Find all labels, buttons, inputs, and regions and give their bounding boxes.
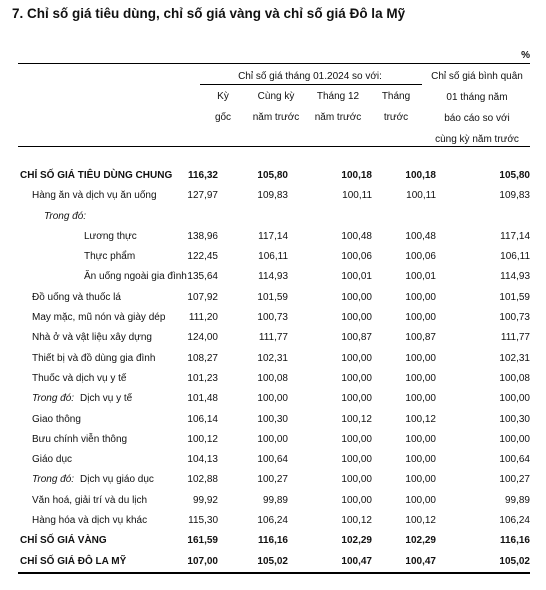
cell-base-period: 100,12 xyxy=(187,433,218,445)
header-col-average-line2: 01 tháng năm xyxy=(446,92,508,103)
header-col-previous-month xyxy=(372,86,420,128)
cell-average: 100,08 xyxy=(499,372,530,384)
cell-average: 109,83 xyxy=(499,190,530,202)
header-col-same-period-line1: Cùng kỳ xyxy=(257,91,295,102)
table-top-rule xyxy=(18,63,530,64)
cell-previous-month: 100,12 xyxy=(405,413,436,425)
cell-previous-month: 100,01 xyxy=(405,271,436,283)
cell-december: 100,06 xyxy=(341,251,372,263)
cell-previous-month: 100,11 xyxy=(406,190,436,202)
table-row xyxy=(18,247,530,267)
row-note: Trong đó: xyxy=(32,474,75,486)
cell-december: 102,29 xyxy=(341,535,372,547)
row-label: Thuốc và dịch vụ y tế xyxy=(32,372,127,384)
table-row xyxy=(18,288,530,308)
cell-base-period: 107,00 xyxy=(187,555,218,567)
cell-average: 116,16 xyxy=(499,535,530,547)
cell-same-period: 117,14 xyxy=(258,230,288,242)
row-label: Dịch vụ giáo dục xyxy=(80,474,154,486)
cell-previous-month: 100,00 xyxy=(405,474,436,486)
table-row xyxy=(18,369,530,389)
header-col-average-line3: báo cáo so với xyxy=(444,113,510,124)
cell-same-period: 105,02 xyxy=(257,555,288,567)
cell-average: 105,80 xyxy=(499,170,530,181)
table-row xyxy=(18,470,530,490)
row-label: Nhà ở và vật liệu xây dựng xyxy=(32,332,152,344)
cell-base-period: 111,20 xyxy=(188,312,218,324)
cell-same-period: 111,77 xyxy=(258,332,288,344)
table-row xyxy=(18,430,530,450)
cell-previous-month: 100,00 xyxy=(405,312,436,324)
cell-same-period: 100,73 xyxy=(257,312,288,324)
cell-december: 100,00 xyxy=(341,291,372,303)
cell-previous-month: 100,87 xyxy=(405,332,436,344)
row-label: Hàng ăn và dịch vụ ăn uống xyxy=(32,190,157,202)
cell-base-period: 122,45 xyxy=(187,251,218,263)
header-col-base-period-line2: gốc xyxy=(214,112,232,123)
table-row xyxy=(18,308,530,328)
cell-average: 105,02 xyxy=(499,555,530,567)
cell-base-period: 101,23 xyxy=(187,372,218,384)
cell-previous-month: 100,00 xyxy=(405,372,436,384)
cell-previous-month: 100,12 xyxy=(405,515,436,527)
row-label: Giáo dục xyxy=(32,454,73,466)
cell-december: 100,00 xyxy=(341,372,372,384)
cell-previous-month: 100,06 xyxy=(405,251,436,263)
header-col-december-line2: năm trước xyxy=(314,112,362,123)
cell-base-period: 104,13 xyxy=(187,454,218,466)
cell-december: 100,00 xyxy=(341,494,372,506)
table-row xyxy=(18,389,530,409)
cell-average: 102,31 xyxy=(499,352,530,364)
cell-previous-month: 100,00 xyxy=(405,454,436,466)
cell-average: 117,14 xyxy=(500,230,530,242)
cell-previous-month: 100,00 xyxy=(405,494,436,506)
table-row xyxy=(18,410,530,430)
cell-previous-month: 100,18 xyxy=(405,170,436,181)
header-col-previous-month-line1: Tháng xyxy=(381,91,411,102)
cell-december: 100,01 xyxy=(341,271,372,283)
cell-december: 100,00 xyxy=(341,433,372,445)
cell-previous-month: 100,00 xyxy=(405,433,436,445)
unit-label: % xyxy=(521,50,530,61)
cell-december: 100,00 xyxy=(341,454,372,466)
row-label: May mặc, mũ nón và giày dép xyxy=(32,312,166,324)
table-body xyxy=(18,166,530,572)
cell-base-period: 124,00 xyxy=(187,332,218,344)
cell-december: 100,47 xyxy=(341,555,372,567)
cell-average: 100,00 xyxy=(499,433,530,445)
cell-base-period: 102,88 xyxy=(187,474,218,486)
header-col-same-period-line2: năm trước xyxy=(252,112,300,123)
cell-december: 100,00 xyxy=(341,312,372,324)
header-col-average-line4: cùng kỳ năm trước xyxy=(435,134,519,145)
cell-base-period: 138,96 xyxy=(187,230,218,242)
cell-december: 100,00 xyxy=(341,352,372,364)
cell-base-period: 107,92 xyxy=(187,291,218,303)
cell-december: 100,48 xyxy=(341,230,372,242)
table-row xyxy=(18,349,530,369)
header-col-base-period xyxy=(200,86,246,128)
row-label: Bưu chính viễn thông xyxy=(32,433,128,445)
cell-same-period: 100,30 xyxy=(257,413,288,425)
header-col-same-period xyxy=(248,86,304,128)
cell-previous-month: 102,29 xyxy=(405,535,436,547)
cell-december: 100,18 xyxy=(341,170,372,181)
header-col-previous-month-line2: trước xyxy=(383,112,409,123)
cell-base-period: 99,92 xyxy=(192,494,218,506)
row-label: Đồ uống và thuốc lá xyxy=(32,291,121,303)
table-row xyxy=(18,166,530,186)
row-label: CHỈ SỐ GIÁ VÀNG xyxy=(20,535,107,547)
row-label: Văn hoá, giải trí và du lịch xyxy=(32,494,148,506)
cell-same-period: 100,00 xyxy=(257,433,288,445)
header-col-december-line1: Tháng 12 xyxy=(316,91,360,102)
row-label: Giao thông xyxy=(32,413,81,425)
table-row xyxy=(18,267,530,287)
cell-average: 106,11 xyxy=(500,251,530,263)
cell-same-period: 109,83 xyxy=(257,190,288,202)
cell-december: 100,12 xyxy=(341,413,372,425)
page-title: 7. Chỉ số giá tiêu dùng, chỉ số giá vàng và chỉ số giá Đô la Mỹ xyxy=(12,6,406,21)
cell-same-period: 100,00 xyxy=(257,393,288,405)
cell-previous-month: 100,00 xyxy=(405,352,436,364)
cell-same-period: 100,08 xyxy=(257,372,288,384)
row-label: Thực phẩm xyxy=(84,251,136,263)
cell-average: 100,64 xyxy=(499,454,530,466)
table-row xyxy=(18,450,530,470)
row-label: Hàng hóa và dịch vụ khác xyxy=(32,515,148,527)
cell-base-period: 101,48 xyxy=(187,393,218,405)
cell-december: 100,11 xyxy=(342,190,372,202)
cell-average: 106,24 xyxy=(499,515,530,527)
table-row xyxy=(18,511,530,531)
cell-base-period: 115,30 xyxy=(188,515,218,527)
header-col-base-period-line1: Kỳ xyxy=(217,91,229,102)
cell-average: 114,93 xyxy=(500,271,530,283)
table-row xyxy=(18,207,530,227)
cell-base-period: 127,97 xyxy=(187,190,218,202)
row-label: Thiết bị và đồ dùng gia đình xyxy=(32,352,156,364)
table-row xyxy=(18,227,530,247)
table-row xyxy=(18,328,530,348)
cell-same-period: 99,89 xyxy=(262,494,288,506)
cell-december: 100,12 xyxy=(341,515,372,527)
cell-previous-month: 100,47 xyxy=(405,555,436,567)
cell-base-period: 116,32 xyxy=(187,170,218,181)
row-label: CHỈ SỐ GIÁ ĐÔ LA MỸ xyxy=(20,555,127,567)
row-note: Trong đó: xyxy=(32,393,75,405)
header-col-average-line1: Chỉ số giá bình quân xyxy=(431,71,523,82)
header-col-average xyxy=(424,66,530,150)
header-col-december xyxy=(306,86,370,128)
cell-same-period: 106,11 xyxy=(258,251,288,263)
cell-average: 101,59 xyxy=(499,291,530,303)
table-row xyxy=(18,552,530,572)
cell-same-period: 116,16 xyxy=(257,535,288,547)
cell-december: 100,00 xyxy=(341,393,372,405)
header-group-label: Chỉ số giá tháng 01.2024 so với: xyxy=(238,71,382,82)
cell-average: 100,27 xyxy=(499,474,530,486)
cell-average: 100,73 xyxy=(499,312,530,324)
cell-same-period: 114,93 xyxy=(258,271,288,283)
row-label: Ăn uống ngoài gia đình xyxy=(84,271,187,283)
cell-base-period: 106,14 xyxy=(187,413,218,425)
cell-same-period: 100,64 xyxy=(257,454,288,466)
cell-same-period: 100,27 xyxy=(257,474,288,486)
cell-average: 100,00 xyxy=(499,393,530,405)
table-bottom-rule xyxy=(18,572,530,574)
cell-december: 100,00 xyxy=(341,474,372,486)
cell-base-period: 135,64 xyxy=(187,271,218,283)
cell-average: 99,89 xyxy=(504,494,530,506)
cell-previous-month: 100,00 xyxy=(405,291,436,303)
cell-average: 111,77 xyxy=(500,332,530,344)
cell-base-period: 161,59 xyxy=(187,535,218,547)
cell-base-period: 108,27 xyxy=(187,352,218,364)
cell-previous-month: 100,00 xyxy=(405,393,436,405)
row-note: Trong đó: xyxy=(44,210,87,222)
table-row xyxy=(18,186,530,206)
cell-average: 100,30 xyxy=(499,413,530,425)
row-label: CHỈ SỐ GIÁ TIÊU DÙNG CHUNG xyxy=(20,170,173,181)
row-label: Lương thực xyxy=(84,230,137,242)
cell-same-period: 102,31 xyxy=(257,352,288,364)
table-row xyxy=(18,531,530,551)
cell-same-period: 101,59 xyxy=(257,291,288,303)
cell-previous-month: 100,48 xyxy=(405,230,436,242)
cell-december: 100,87 xyxy=(341,332,372,344)
table-row xyxy=(18,491,530,511)
cell-same-period: 106,24 xyxy=(257,515,288,527)
cell-same-period: 105,80 xyxy=(257,170,288,181)
row-label: Dịch vụ y tế xyxy=(80,393,133,405)
